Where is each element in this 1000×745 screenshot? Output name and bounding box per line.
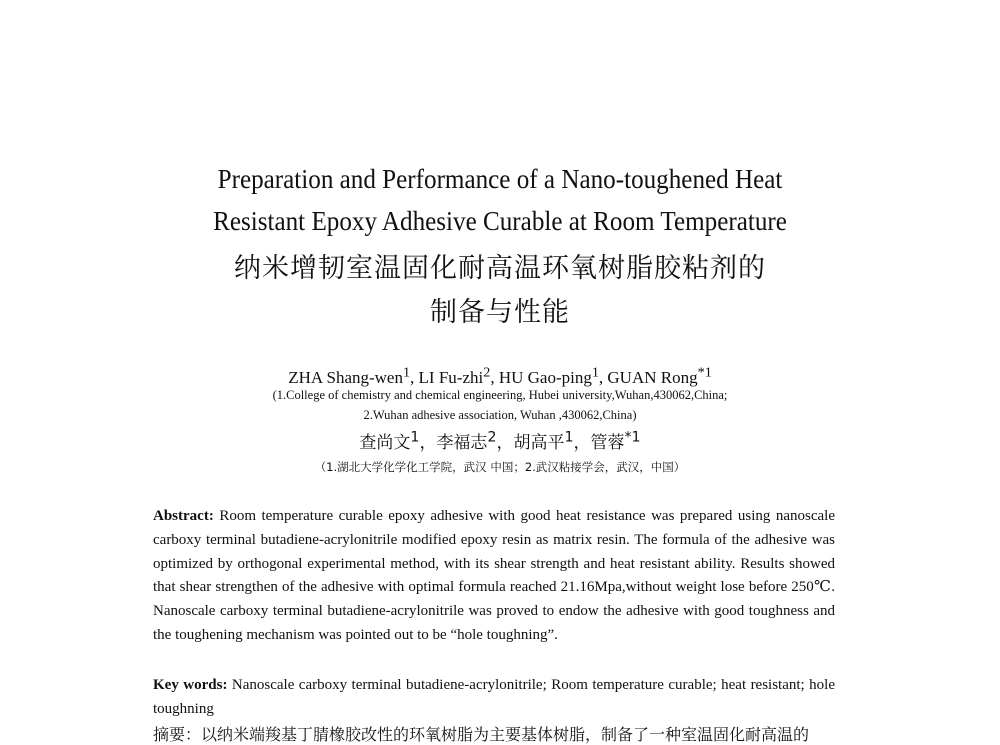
- author: GUAN Rong$^{*1}$: [607, 364, 712, 387]
- affiliation-en-1: (1.College of chemistry and chemical engineering, Hubei university,Wuhan,430062,China;: [272, 388, 728, 402]
- title-en-line-2: Resistant Epoxy Adhesive Curable at Room Temperature: [213, 206, 787, 236]
- title-en-line-1: Preparation and Performance of a Nano-toughened Heat: [217, 164, 783, 194]
- affiliation-zh: （1.湖北大学化学化工学院，武汉 中国；2.武汉粘接学会，武汉，中国）: [314, 460, 686, 474]
- keywords-label: Key words:: [153, 677, 228, 693]
- affiliation-en-2: 2.Wuhan adhesive association, Wuhan ,430062,China): [363, 408, 637, 422]
- title-zh-line-1: 纳米增韧室温固化耐高温环氧树脂胶粘剂的: [234, 253, 766, 284]
- abstract-zh-partial: 摘要：以纳米端羧基丁腈橡胶改性的环氧树脂为主要基体树脂，制备了一种室温固化耐高温的: [153, 725, 810, 744]
- authors-zh: 查尚文$^1$，李福志$^2$，胡高平$^1$，管蓉$^{*1}$: [359, 429, 641, 453]
- abstract: [153, 505, 835, 648]
- abstract-text: Room temperature curable epoxy adhesive with good heat resistance was prepared using nanoscale carboxy terminal butadiene-acrylonitrile modified epoxy resin as matrix resin. The formula of the adhesive was optimized by orthogonal experimental method, with its shear strength and heat resistant ability. Results showed that shear strengthen of the adhesive with optimal formula reached 21.16Mpa,without weight lose before 250℃. Nanoscale carboxy terminal butadiene-acrylonitrile was proved to endow the adhesive with good toughness and the toughening mechanism was pointed out to be “hole toughning”.: [153, 508, 835, 643]
- abstract-label: Abstract:: [153, 508, 214, 524]
- authors-en: [0, 364, 1000, 388]
- keywords-text: Nanoscale carboxy terminal butadiene-acrylonitrile; Room temperature curable; heat resistant; hole toughning: [153, 677, 835, 717]
- keywords: [153, 674, 835, 722]
- author: HU Gao-ping$^1$,: [498, 364, 608, 387]
- author: LI Fu-zhi$^2$,: [418, 364, 499, 387]
- author: ZHA Shang-wen$^1$,: [288, 364, 419, 387]
- title-zh-line-2: 制备与性能: [430, 297, 570, 328]
